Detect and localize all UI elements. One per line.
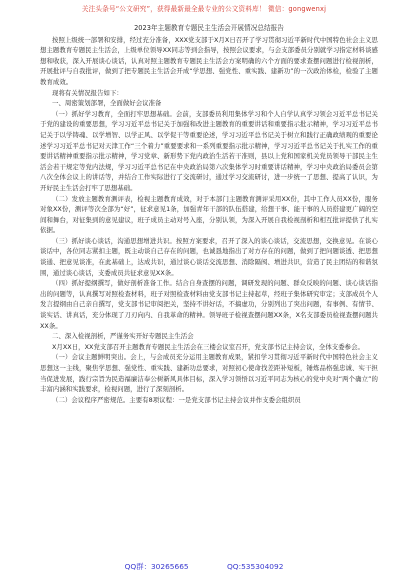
paragraph-outline: （四）抓好提纲撰写，做好剖析准备工作。结合自身查摆的问题，调研发现的问题、群众反映的问题、谈心谈话指出的问题等，认真撰写对照检查材料，班子对照检查材料由党支部书记主持起草，经班子集体研究审定；支部成员个人发言提纲由自己亲自撰写，党支部书记审阅把关，坚持不讲好话，不搞虚功，分别列出了突出问题，有事例、有情节、谈实话、讲真话，充分体现了刀刃向内、自我革命的精神。领导班子检视查摆问题XX条，X名支部委员检视查摆问题共XX条。 [40, 279, 378, 330]
paragraph-intro: 按照上级统一部署和安排，经过充分准备，XXX党支部于X月X日召开了学习贯彻习近平新时代中国特色社会主义思想主题教育专题民主生活会，上级单位领导XX同志等到会指导，按照会议要求，与会支部委员分别就学习指定材料谈感想和收获，深入开展谈心谈话，认真对照主题教育专题民主生活会方案明确的六个方面的要求查摆问题进行检视剖析，开展批评与自我批评，做到了把专题民主生活会开成“学思想、强党性、重实践、建新功”的一次政治体检，检验了主题教育成效。 [40, 35, 378, 86]
document-title: 2023年主题教育专题民主生活会开展情况总结报告 [134, 24, 284, 32]
paragraph-talks: （三）抓好谈心谈话，沟通思想增进共识。按照方案要求，召开了深入的谈心谈话，交流思想，交换意见。在谈心谈话中，各位同志紧扣主题，既主动谈自己存在的问题，也诚恳地指出了对方存在的问题，做到了把问题谈透、把思想谈通、把意见谈准，在此基础上，达成共识，通过谈心谈话交流思想、消除隔阂、增进共识，营造了民主团结的和谐氛围，通过谈心谈话，支委成员共征求意见XX条。 [40, 236, 378, 277]
paragraph-procedure: （二）会议程序严密规范。主要有8项议程：一是党支部书记主持会议并作支委会组织员 [52, 395, 301, 404]
paragraph-report-lead: 现将有关情况报告如下： [52, 88, 123, 97]
section-heading-2: 二、深入检视剖析，严谨务实开好专题民主生活会 [52, 332, 194, 341]
contact-footer [0, 561, 408, 572]
paragraph-evaluation: （二）发放主题教育测评表，检视主题教育成效，对于本部门主题教育测评采用XX份，其中工作人员XX份，服务对象XX份，测评等次全部为“好”，征求意见1条，加强青年干部的队伍搭建，给想干事、能干事的人员搭建更广阔的空间和舞台，对征集到的意见建议，班子成员主动对号入座，分别认领，为深入开展自我检视剖析和相互批评提供了扎实依据。 [40, 194, 378, 235]
document-body [40, 23, 378, 544]
paragraph-study: （一）抓好学习教育，全面打牢思想基础。会前，支部委员利用集体学习和个人自学认真学习领会习近平总书记关于党的建设的重要思想，学习习近平总书记关于加强和改进主题教育的重要讲话和重要指示批示精神，学习习近平总书记关于以学铸魂、以学增智、以学正风、以学促干等重要论述，学习习近平总书记关于树立和践行正确政绩观的重要论述学习习近平总书记对天津工作“三个着力”重要要求和一系列重要指示批示精神，学习习近平总书记关于扎实工作的重要讲话精神重要指示批示精神，学习党章、新形势下党内政治生活若干准则，县以上党和国家机关党员领导干部民主生活会若干规定等党内法规，学习习近平总书记在中央政治局第六次集体学习时重要讲话精神，学习中央政治局委员会第八次全体会议上的讲话等，并结合工作实际进行了交流研讨，通过学习交流研讨，进一步统一了思想、提高了认识，为开好民主生活会打牢了思想基础。 [40, 109, 378, 192]
paragraph-theme: （一）会议主题鲜明突出。会上，与会成员充分运用主题教育成果，紧扣学习贯彻习近平新时代中国特色社会主义思想这一主线，聚焦学思想、强党性、重实践、建新功总要求，对照初心使命找差距补短板，锤炼品格强忠诚、实干担当促进发展，践行宗旨为民造福廉洁奉公树新风具体目标，深入学习领悟以习近平同志为核心的党中央对“两个确立”的丰富内涵和实践要求，检视问题，进行了深刻剖析。 [40, 353, 378, 394]
qq-text: QQ:535304092 [226, 562, 284, 571]
qq-group-text: QQ群：30265665 [124, 562, 189, 571]
section-heading-1: 一、周密策划部署，全面做好会议准备 [52, 99, 162, 108]
top-promo-banner[interactable]: 关注头条号“公文研究”，获得最新最全最专业的公文资料库！ 微信：gongwenxj [81, 5, 327, 13]
paragraph-meeting: X月XX日，XX党支部召开主题教育专题民主生活会在三楼会议室召开，党支部书记主持会议，全体支委参会。 [52, 342, 364, 351]
